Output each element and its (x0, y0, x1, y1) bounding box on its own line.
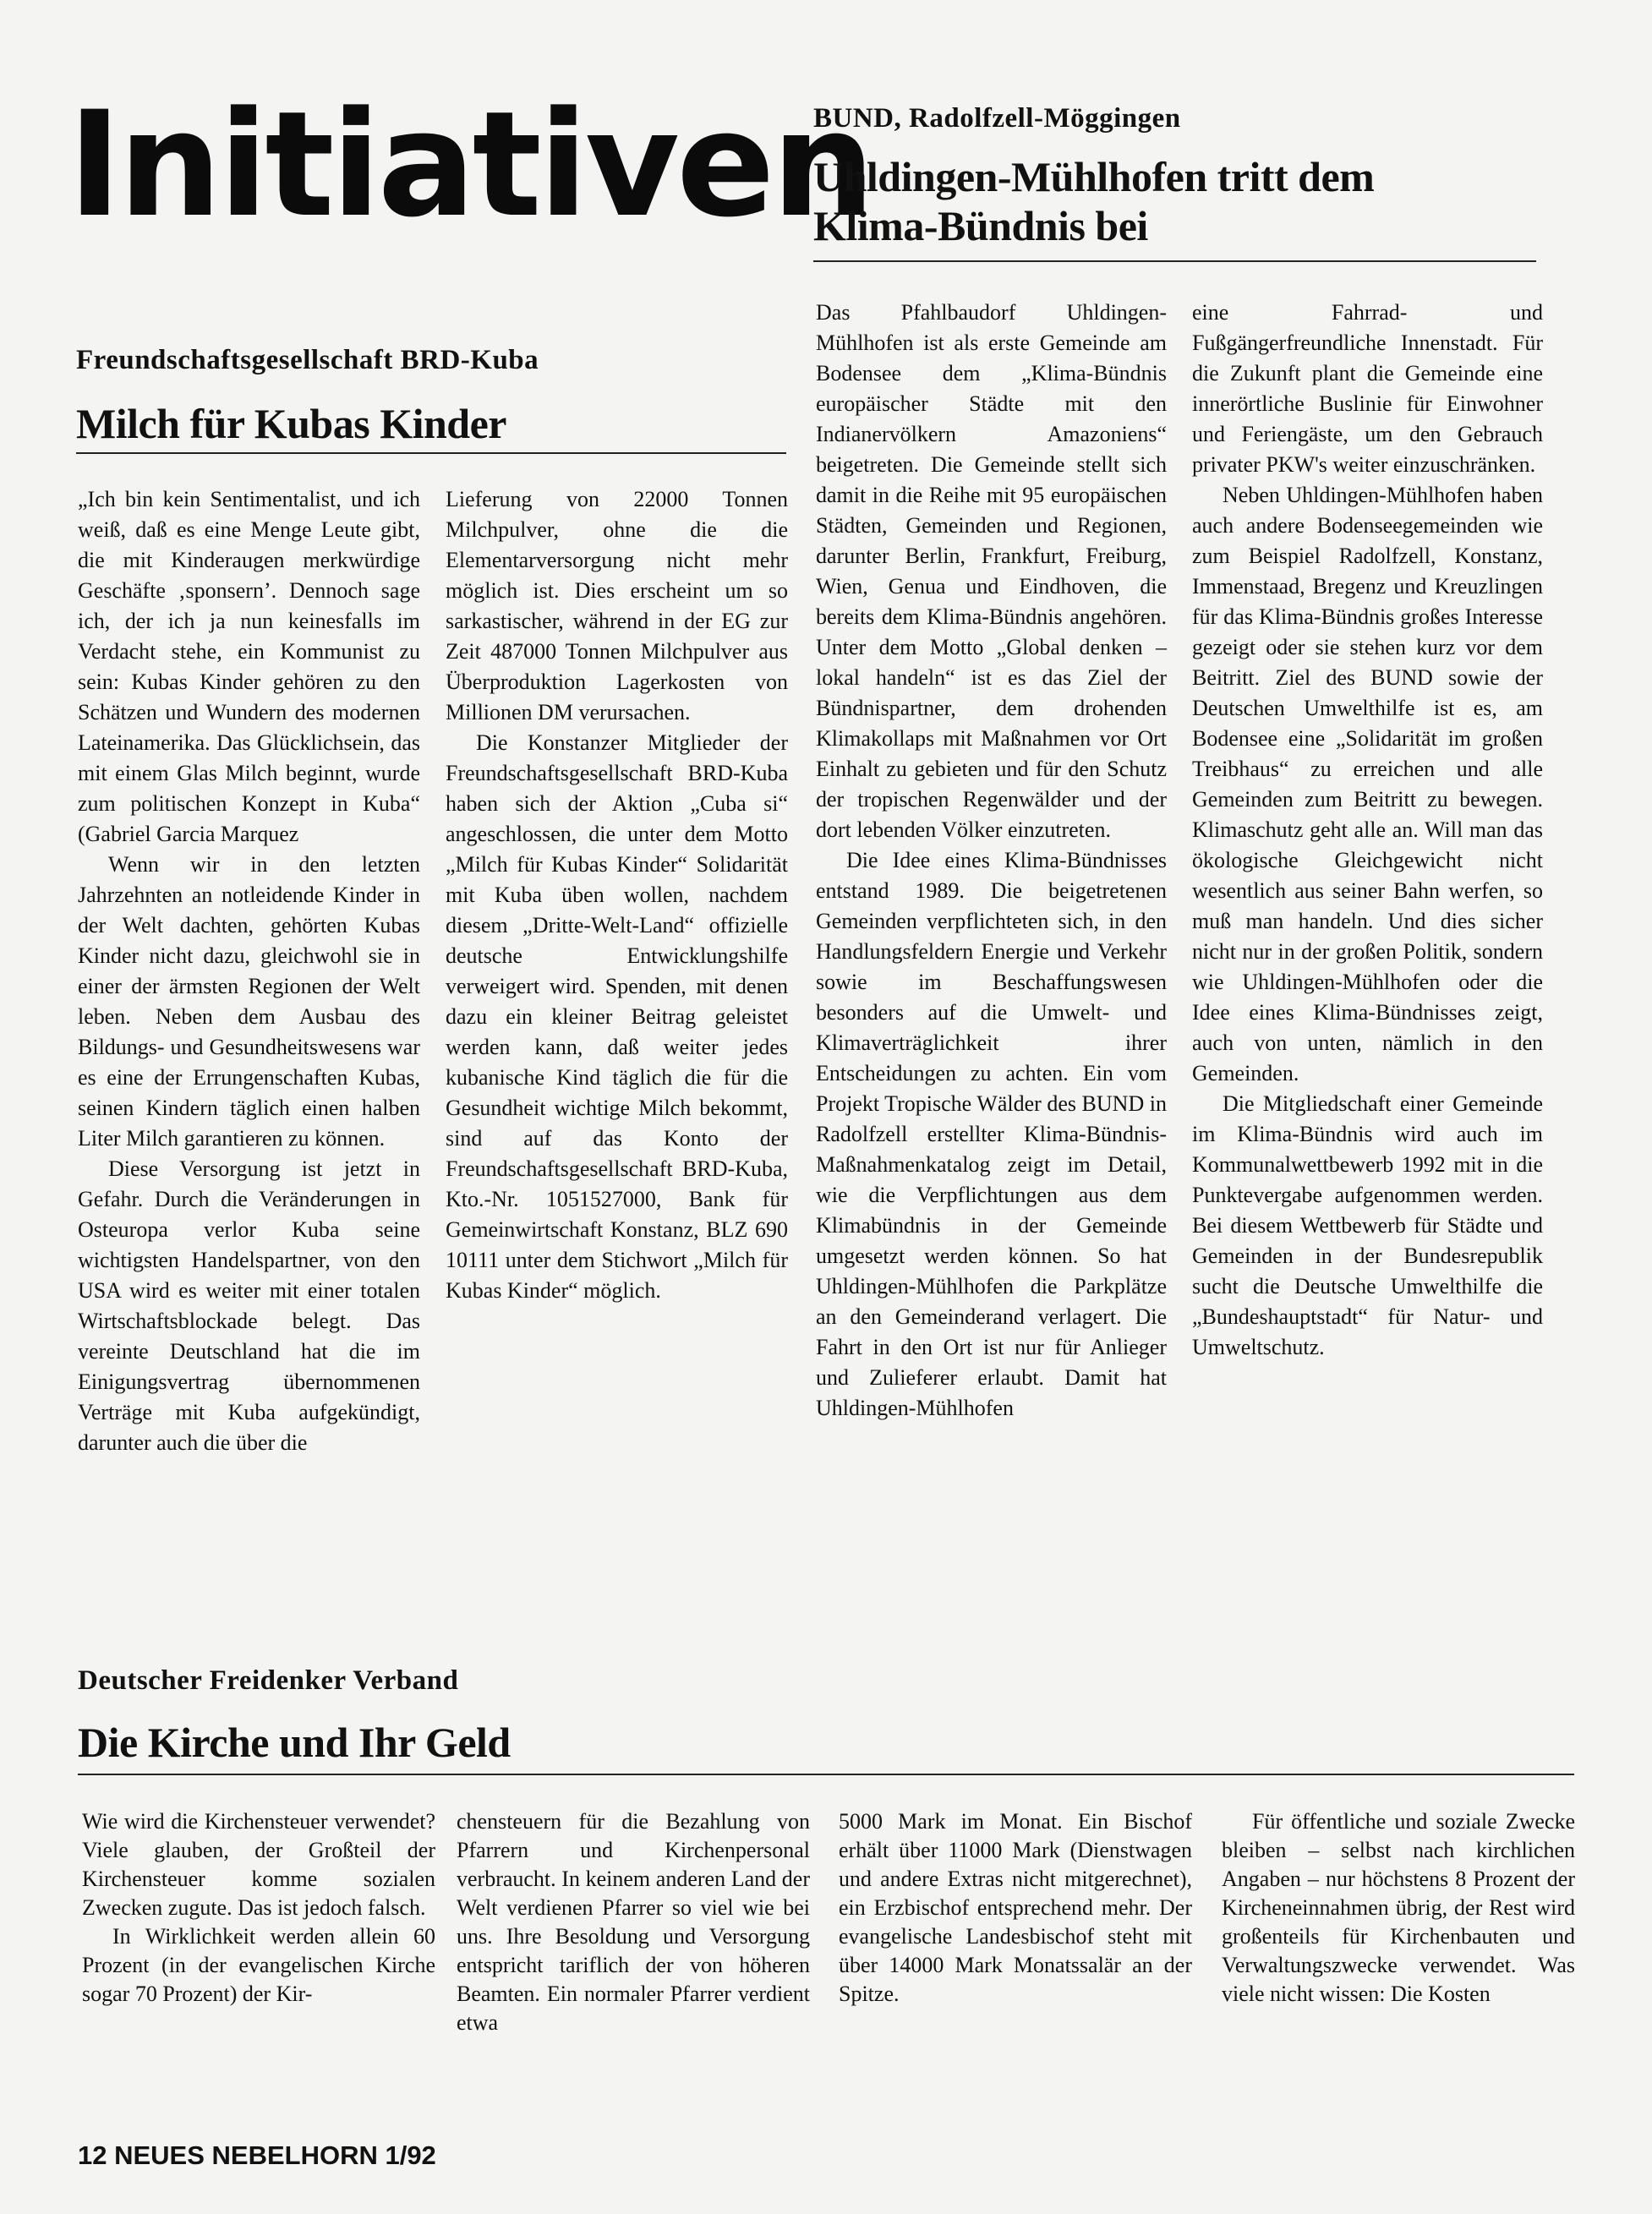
climate-paragraph: Die Idee eines Klima-Bündnisses entstand 1989. Die beigetretenen Gemeinden verpflichteten sich, in den Handlungsfeldern Energie und Verkehr sowie im Beschaffungswesen besonders auf die Umwelt- und Klimaverträglichkeit ihrer Entscheidungen zu achten. Ein vom Projekt Tropische Wälder des BUND in Radolfzell erstellter Klima-Bündnis-Maßnahmenkatalog zeigt im Detail, wie die Verpflichtungen aus dem Klimabündnis in der Gemeinde umgesetzt werden können. So hat Uhldingen-Mühlhofen die Parkplätze an den Gemeinderand verlagert. Die Fahrt in den Ort ist nur für Anlieger und Zulieferer erlaubt. Damit hat Uhldingen-Mühlhofen (816, 848, 1167, 1420)
church-paragraph: Wie wird die Kirchensteuer verwendet? Viele glauben, der Großteil der Kirchensteuer komme sozialen Zwecken zugute. Das ist jedoch falsch. (82, 1809, 435, 1920)
climate-column-2 (1192, 298, 1543, 1363)
church-paragraph: chensteuern für die Bezahlung von Pfarrern und Kirchenpersonal verbraucht. In keinem anderen Land der Welt verdienen Pfarrer so viel wie bei uns. Ihre Besoldung und Versorgung entspricht tariflich der von höheren Beamten. Ein normaler Pfarrer verdient etwa (457, 1809, 810, 2035)
church-paragraph: Für öffentliche und soziale Zwecke bleiben – selbst nach kirchlichen Angaben – nur höchstens 8 Prozent der Kircheneinnahmen übrig, der Rest wird großenteils für Kirchenbauten und Verwaltungszwecke verwendet. Was viele nicht wissen: Die Kosten (1222, 1809, 1575, 2006)
climate-headline-line2: Klima-Bündnis bei (813, 202, 1148, 249)
church-headline: Die Kirche und Ihr Geld (78, 1719, 511, 1766)
climate-column-1 (816, 298, 1167, 1424)
climate-paragraph: eine Fahrrad- und Fußgängerfreundliche Innenstadt. Für die Zukunft plant die Gemeinde eine innerörtliche Buslinie für Einwohner und Feriengäste, um den Gebrauch privater PKW's weiter einzuschränken. (1192, 300, 1543, 477)
church-column-4 (1222, 1807, 1575, 2009)
cuba-rule (76, 452, 786, 454)
climate-paragraph: Das Pfahlbaudorf Uhldingen-Mühlhofen ist als erste Gemeinde am Bodensee dem „Klima-Bündnis europäischer Städte mit den Indianervölkern Amazoniens“ beigetreten. Die Gemeinde stellt sich damit in die Reihe mit 95 europäischen Städten, Gemeinden und Regionen, darunter Berlin, Frankfurt, Freiburg, Wien, Genua und Eindhoven, die bereits dem Klima-Bündnis angehören. Unter dem Motto „Global denken – lokal handeln“ ist es das Ziel der Bündnispartner, dem drohenden Klimakollaps mit Maßnahmen vor Ort Einhalt zu gebieten und für den Schutz der tropischen Regenwälder und der dort lebenden Völker einzutreten. (816, 300, 1167, 842)
church-rule (78, 1774, 1574, 1775)
church-column-1 (82, 1807, 435, 2009)
cuba-kicker: Freundschaftsgesellschaft BRD-Kuba (76, 345, 539, 375)
cuba-paragraph: „Ich bin kein Sentimentalist, und ich weiß, daß es eine Menge Leute gibt, die mit Kinderaugen merkwürdige Geschäfte ‚sponsern’. Dennoch sage ich, der ich ja nun keinesfalls im Verdacht stehe, ein Kommunist zu sein: Kubas Kinder gehören zu den Schätzen und Wundern des modernen Lateinamerika. Das Glücklichsein, das mit einem Glas Milch beginnt, wurde zum politischen Konzept in Kuba“ (Gabriel Garcia Marquez (78, 487, 420, 846)
cuba-column-2 (446, 484, 788, 1306)
church-column-3 (839, 1807, 1192, 2009)
church-paragraph: In Wirklichkeit werden allein 60 Prozent (in der evangelischen Kirche sogar 70 Prozent) der Kir- (82, 1924, 435, 2006)
cuba-paragraph: Diese Versorgung ist jetzt in Gefahr. Durch die Veränderungen in Osteuropa verlor Kuba seine wichtigsten Handelspartner, von den USA wird es weiter mit einer totalen Wirtschaftsblockade belegt. Das vereinte Deutschland hat die im Einigungsvertrag übernommenen Verträge mit Kuba aufgekündigt, darunter auch die über die (78, 1156, 420, 1455)
cuba-paragraph: Die Konstanzer Mitglieder der Freundschaftsgesellschaft BRD-Kuba haben sich der Aktion „Cuba si“ angeschlossen, die unter dem Motto „Milch für Kubas Kinder“ Solidarität mit Kuba üben wollen, nachdem diesem „Dritte-Welt-Land“ offizielle deutsche Entwicklungshilfe verweigert wird. Spenden, mit denen dazu ein kleiner Beitrag geleistet werden kann, daß weiter jedes kubanische Kind täglich die für die Gesundheit wichtige Milch bekommt, sind auf das Konto der Freundschaftsgesellschaft BRD-Kuba, Kto.-Nr. 1051527000, Bank für Gemeinwirtschaft Konstanz, BLZ 690 10111 unter dem Stichwort „Milch für Kubas Kinder“ möglich. (446, 730, 788, 1303)
climate-rule (813, 260, 1536, 262)
church-paragraph: 5000 Mark im Monat. Ein Bischof erhält über 11000 Mark (Dienstwagen und andere Extras nicht mitgerechnet), ein Erzbischof entsprechend mehr. Der evangelische Landesbischof steht mit über 14000 Mark Monatssalär an der Spitze. (839, 1809, 1192, 2006)
climate-paragraph: Neben Uhldingen-Mühlhofen haben auch andere Bodenseegemeinden wie zum Beispiel Radolfzell, Konstanz, Immenstaad, Bregenz und Kreuzlingen für das Klima-Bündnis großes Interesse gezeigt oder sie stehen kurz vor dem Beitritt. Ziel des BUND sowie der Deutschen Umwelthilfe ist es, am Bodensee eine „Solidarität im großen Treibhaus“ zu erreichen und alle Gemeinden zum Beitritt zu bewegen. Klimaschutz geht alle an. Will man das ökologische Gleichgewicht nicht wesentlich aus seiner Bahn werfen, so muß man handeln. Und dies sicher nicht nur in der großen Politik, sondern wie Uhldingen-Mühlhofen oder die Idee eines Klima-Bündnisses zeigt, auch von unten, nämlich in den Gemeinden. (1192, 483, 1543, 1085)
climate-headline (813, 152, 1557, 250)
section-masthead: Initiativen (68, 79, 872, 249)
climate-kicker: BUND, Radolfzell-Möggingen (813, 103, 1181, 134)
climate-paragraph: Die Mitgliedschaft einer Gemeinde im Klima-Bündnis wird auch im Kommunalwettbewerb 1992 mit in die Punktevergabe aufgenommen werden. Bei diesem Wettbewerb für Städte und Gemeinden in der Bundesrepublik sucht die Deutsche Umwelthilfe die „Bundeshauptstadt“ für Natur- und Umweltschutz. (1192, 1091, 1543, 1359)
cuba-headline: Milch für Kubas Kinder (76, 400, 506, 447)
climate-headline-line1: Uhldingen-Mühlhofen tritt dem (813, 153, 1375, 200)
cuba-column-1 (78, 484, 420, 1458)
cuba-paragraph: Lieferung von 22000 Tonnen Milchpulver, ohne die die Elementarversorgung nicht mehr möglich ist. Dies erscheint um so sarkastischer, während in der EG zur Zeit 487000 Tonnen Milchpulver aus Überproduktion Lagerkosten von Millionen DM verursachen. (446, 487, 788, 724)
page-footer: 12 NEUES NEBELHORN 1/92 (78, 2140, 436, 2170)
church-kicker: Deutscher Freidenker Verband (78, 1665, 459, 1696)
cuba-paragraph: Wenn wir in den letzten Jahrzehnten an notleidende Kinder in der Welt dachten, gehörten Kubas Kinder nicht dazu, gleichwohl sie in einer der ärmsten Regionen der Welt leben. Neben dem Ausbau des Bildungs- und Gesundheitswesens war es eine der Errungenschaften Kubas, seinen Kindern täglich einen halben Liter Milch garantieren zu können. (78, 852, 420, 1151)
church-column-2 (457, 1807, 810, 2037)
